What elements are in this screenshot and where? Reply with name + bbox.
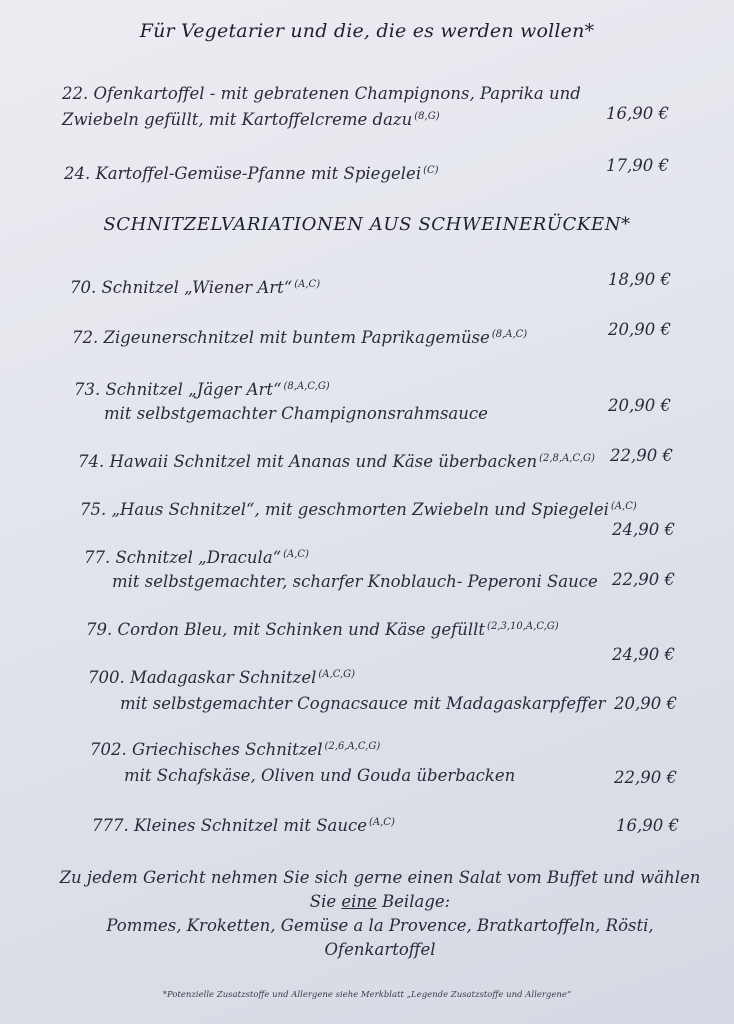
allergen-codes: (A,C)	[283, 549, 309, 560]
footer-line: Sie eine Beilage:	[309, 892, 451, 911]
item-line: 22. Ofenkartoffel - mit gebratenen Champignons, Paprika und	[62, 84, 581, 103]
item-price: 16,90 €	[616, 816, 679, 835]
section-heading-vegetarian: Für Vegetarier und die, die es werden wollen*	[139, 20, 595, 42]
allergen-codes: (A,C,G)	[318, 669, 356, 680]
allergen-codes: (2,8,A,C,G)	[539, 453, 595, 464]
item-line: 74. Hawaii Schnitzel mit Ananas und Käse überbacken $^{(2,8,A,C,G)}$	[78, 452, 595, 471]
allergen-footnote: *Potenzielle Zusatzstoffe und Allergene siehe Merkblatt „Legende Zusatzstoffe und Allergene“	[162, 990, 572, 1000]
footer-line: Zu jedem Gericht nehmen Sie sich gerne einen Salat vom Buffet und wählen	[59, 868, 701, 887]
item-price: 16,90 €	[606, 104, 669, 123]
section-heading-schnitzel: SCHNITZELVARIATIONEN AUS SCHWEINERÜCKEN*	[103, 214, 631, 235]
allergen-codes: (A,C)	[294, 279, 321, 290]
footer-line: Pommes, Kroketten, Gemüse a la Provence, Bratkartoffeln, Rösti,	[106, 916, 654, 935]
item-price: 22,90 €	[614, 768, 677, 787]
item-price: 20,90 €	[608, 396, 671, 415]
item-line: mit selbstgemachter Champignonsrahmsauce	[104, 404, 488, 423]
item-line: mit Schafskäse, Oliven und Gouda überbacken	[124, 766, 516, 785]
item-line: 777. Kleines Schnitzel mit Sauce $^{(A,C)}$	[92, 816, 395, 835]
item-line: 75. „Haus Schnitzel“, mit geschmorten Zwiebeln und Spiegelei $^{(A,C)}$	[80, 500, 637, 519]
item-line: 79. Cordon Bleu, mit Schinken und Käse gefüllt $^{(2,3,10,A,C,G)}$	[86, 620, 559, 639]
side-dish-info	[40, 866, 720, 962]
item-line: 700. Madagaskar Schnitzel $^{(A,C,G)}$	[88, 668, 356, 687]
item-line: 73. Schnitzel „Jäger Art“ $^{(8,A,C,G)}$	[74, 380, 330, 399]
item-price: 22,90 €	[612, 570, 675, 589]
item-line: 72. Zigeunerschnitzel mit buntem Paprikagemüse $^{(8,A,C)}$	[72, 328, 528, 347]
item-price: 20,90 €	[614, 694, 677, 713]
allergen-codes: (A,C)	[610, 501, 637, 512]
allergen-codes: (2,6,A,C,G)	[324, 741, 381, 752]
item-price: 22,90 €	[610, 446, 673, 465]
item-line: Zwiebeln gefüllt, mit Kartoffelcreme dazu $^{(8,G)}$	[62, 110, 440, 129]
item-line: 24. Kartoffel-Gemüse-Pfanne mit Spiegelei $^{(C)}$	[64, 164, 439, 183]
item-line: 77. Schnitzel „Dracula“ $^{(A,C)}$	[84, 548, 309, 567]
item-line: 70. Schnitzel „Wiener Art“ $^{(A,C)}$	[70, 278, 321, 297]
item-price: 20,90 €	[608, 320, 671, 339]
item-price: 17,90 €	[606, 156, 669, 175]
allergen-codes: (A,C)	[369, 817, 395, 828]
item-line: 702. Griechisches Schnitzel $^{(2,6,A,C,G)}$	[90, 740, 381, 759]
allergen-codes: (8,A,C)	[491, 329, 528, 340]
allergen-codes: (C)	[423, 165, 439, 176]
footer-line: Ofenkartoffel	[324, 940, 436, 959]
item-line: mit selbstgemachter, scharfer Knoblauch- Peperoni Sauce	[112, 572, 598, 591]
item-price: 24,90 €	[612, 645, 675, 664]
allergen-codes: (2,3,10,A,C,G)	[487, 621, 559, 632]
item-line: mit selbstgemachter Cognacsauce mit Madagaskarpfeffer	[120, 694, 606, 713]
item-price: 18,90 €	[608, 270, 671, 289]
allergen-codes: (8,A,C,G)	[283, 381, 330, 392]
item-price: 24,90 €	[612, 520, 675, 539]
allergen-codes: (8,G)	[414, 111, 440, 122]
